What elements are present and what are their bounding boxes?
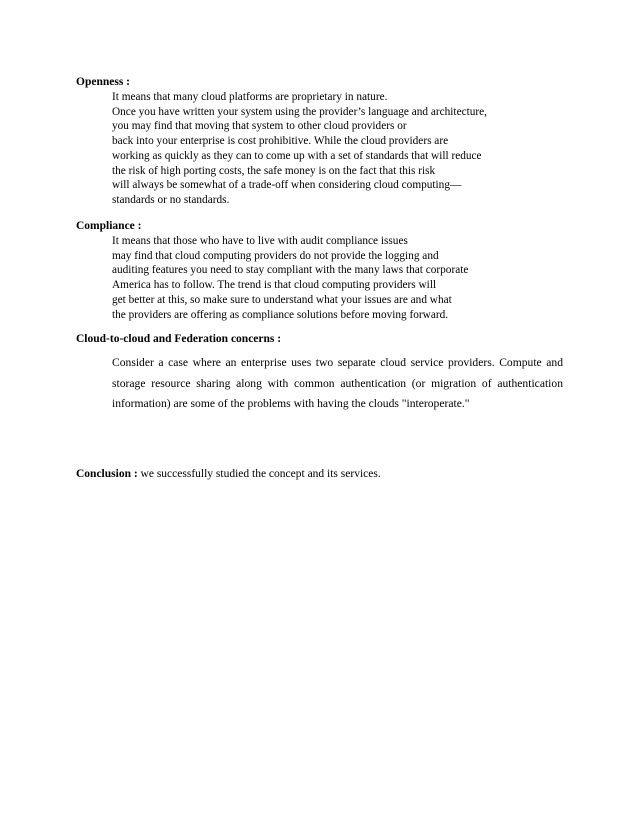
openness-line: working as quickly as they can to come up with a set of standards that will reduce (112, 149, 482, 162)
compliance-line: the providers are offering as compliance solutions before moving forward. (112, 308, 449, 321)
openness-line: back into your enterprise is cost prohibitive. While the cloud providers are (112, 135, 449, 148)
openness-line: It means that many cloud platforms are proprietary in nature. (112, 91, 388, 103)
conclusion-label: Conclusion : (76, 468, 138, 480)
openness-heading: Openness : (76, 76, 130, 88)
compliance-line: get better at this, so make sure to understand what your issues are and what (112, 293, 452, 306)
compliance-heading: Compliance : (76, 220, 142, 232)
compliance-body (112, 234, 468, 322)
conclusion-text: we successfully studied the concept and its services. (137, 468, 381, 480)
openness-line: standards or no standards. (112, 193, 230, 206)
openness-body (112, 90, 487, 208)
compliance-line: It means that those who have to live with audit compliance issues (112, 235, 408, 247)
openness-line: will always be somewhat of a trade-off when considering cloud computing— (112, 179, 462, 192)
federation-paragraph: Consider a case where an enterprise uses two separate cloud service providers. Compute and storage resource sharing along with common authentication (or migration of authentication information) are some of the problems with having the clouds "interoperate." (112, 356, 563, 411)
openness-line: the risk of high porting costs, the safe money is on the fact that this risk (112, 164, 436, 177)
openness-line: you may find that moving that system to other cloud providers or (112, 120, 407, 133)
openness-line: Once you have written your system using the provider’s language and architecture, (112, 105, 487, 118)
compliance-line: auditing features you need to stay compliant with the many laws that corporate (112, 264, 469, 277)
compliance-line: America has to follow. The trend is that cloud computing providers will (112, 279, 437, 292)
conclusion-line (76, 467, 381, 481)
compliance-line: may find that cloud computing providers do not provide the logging and (112, 249, 439, 262)
federation-heading: Cloud-to-cloud and Federation concerns : (76, 333, 282, 345)
